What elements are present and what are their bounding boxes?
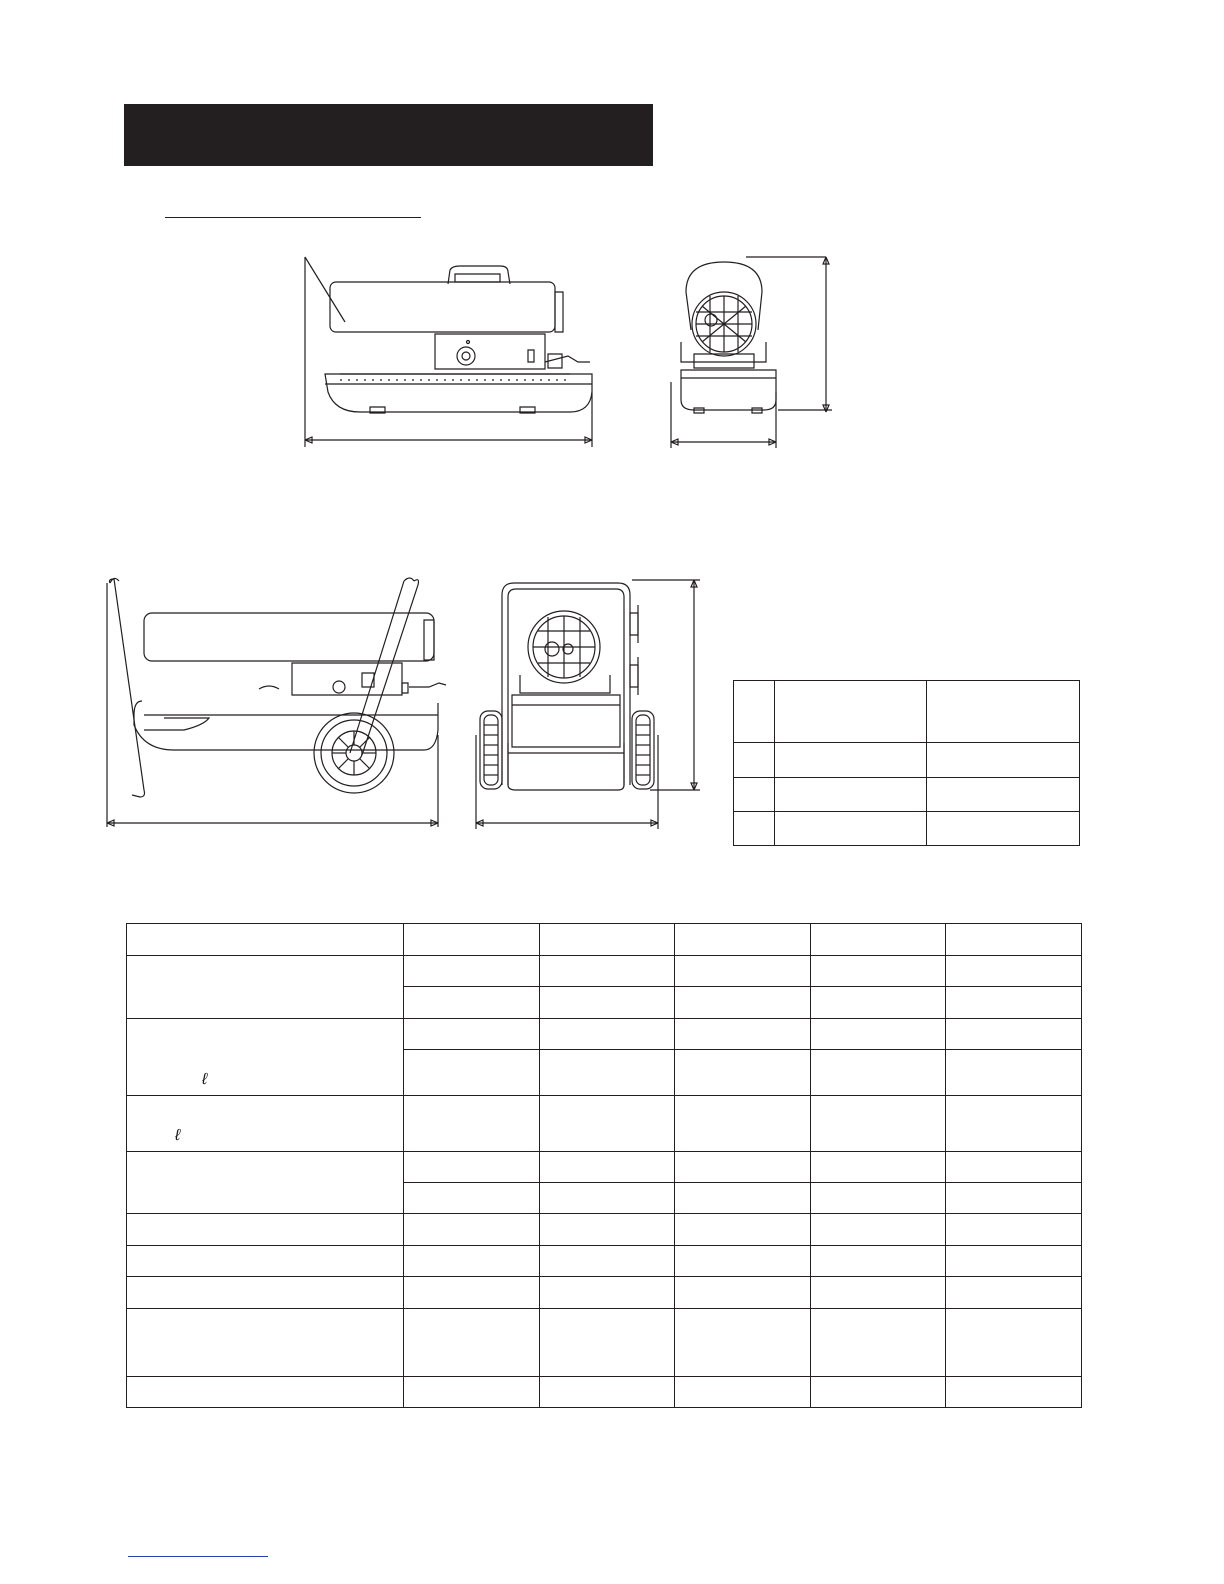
table-cell — [675, 956, 811, 987]
spec-label-cell — [127, 1246, 404, 1277]
spec-label-cell — [127, 1277, 404, 1309]
wheeled-heater-front-view — [472, 575, 708, 830]
standard-heater-front-view — [666, 252, 836, 452]
table-cell — [811, 956, 946, 987]
table-cell — [404, 1277, 540, 1309]
dimension-table — [733, 680, 1080, 846]
table-cell — [404, 1019, 540, 1050]
table-cell — [734, 681, 775, 743]
table-row — [127, 956, 1082, 987]
table-cell — [775, 778, 927, 812]
table-cell — [675, 1096, 811, 1152]
table-cell — [734, 743, 775, 778]
table-cell — [946, 1214, 1082, 1246]
table-cell — [927, 681, 1080, 743]
table-cell — [927, 743, 1080, 778]
spec-label-cell — [127, 1019, 404, 1096]
table-cell — [404, 1309, 540, 1377]
table-cell — [540, 987, 675, 1019]
table-cell — [946, 1277, 1082, 1309]
table-cell — [811, 1050, 946, 1096]
table-cell — [540, 1309, 675, 1377]
table-cell — [811, 1377, 946, 1408]
table-cell — [404, 1377, 540, 1408]
table-cell — [540, 1277, 675, 1309]
spec-label-cell — [127, 1096, 404, 1152]
table-row — [127, 1246, 1082, 1277]
standard-heater-side-view — [300, 252, 600, 452]
section-title — [124, 104, 653, 136]
table-cell — [811, 1309, 946, 1377]
table-row — [734, 681, 1080, 743]
table-cell — [540, 1214, 675, 1246]
table-cell — [946, 1309, 1082, 1377]
spec-label-cell — [127, 1377, 404, 1408]
spec-label-cell — [127, 1309, 404, 1377]
table-cell — [404, 1214, 540, 1246]
table-cell — [811, 1277, 946, 1309]
table-cell — [540, 1246, 675, 1277]
table-row — [127, 1377, 1082, 1408]
table-cell — [540, 1096, 675, 1152]
table-row — [734, 743, 1080, 778]
table-cell — [734, 812, 775, 846]
table-cell — [946, 1050, 1082, 1096]
table-cell — [404, 987, 540, 1019]
table-cell — [675, 1183, 811, 1214]
table-cell — [927, 778, 1080, 812]
table-cell — [675, 924, 811, 956]
footer-link-underline — [128, 1556, 268, 1557]
table-row — [127, 1277, 1082, 1309]
table-cell — [675, 1377, 811, 1408]
table-cell — [775, 743, 927, 778]
table-cell — [811, 1152, 946, 1183]
table-cell — [404, 1183, 540, 1214]
table-cell — [811, 1019, 946, 1050]
spec-label-cell — [127, 1214, 404, 1246]
table-cell — [675, 1277, 811, 1309]
table-cell — [946, 956, 1082, 987]
table-row — [127, 1214, 1082, 1246]
table-row — [734, 812, 1080, 846]
table-row — [127, 1152, 1082, 1183]
table-cell — [404, 1152, 540, 1183]
table-row — [127, 1096, 1082, 1152]
table-cell — [946, 1096, 1082, 1152]
table-row — [127, 924, 1082, 956]
table-row — [127, 1309, 1082, 1377]
fuel-unit-glyph: ℓ — [202, 1071, 208, 1088]
table-cell — [946, 987, 1082, 1019]
spec-label-cell — [127, 956, 404, 1019]
table-cell — [811, 1214, 946, 1246]
table-cell — [540, 1183, 675, 1214]
table-cell — [540, 924, 675, 956]
table-cell — [675, 1214, 811, 1246]
table-cell — [404, 1246, 540, 1277]
table-cell — [946, 1019, 1082, 1050]
table-cell — [540, 1152, 675, 1183]
table-cell — [734, 778, 775, 812]
table-cell — [675, 1050, 811, 1096]
table-cell — [404, 1096, 540, 1152]
table-cell — [775, 812, 927, 846]
table-cell — [540, 1019, 675, 1050]
table-cell — [811, 987, 946, 1019]
table-cell — [675, 987, 811, 1019]
subsection-underline — [165, 217, 421, 218]
wheeled-heater-side-view — [104, 575, 446, 830]
table-cell — [675, 1019, 811, 1050]
table-cell — [946, 1246, 1082, 1277]
spec-label-cell — [127, 1152, 404, 1214]
table-cell — [946, 924, 1082, 956]
table-cell — [675, 1152, 811, 1183]
table-row — [734, 778, 1080, 812]
table-cell — [946, 1377, 1082, 1408]
section-title-bar — [124, 104, 653, 166]
table-cell — [775, 681, 927, 743]
table-cell — [404, 956, 540, 987]
table-cell — [675, 1309, 811, 1377]
table-row — [127, 1019, 1082, 1050]
table-cell — [946, 1152, 1082, 1183]
table-cell — [811, 1183, 946, 1214]
spec-label-cell — [127, 924, 404, 956]
table-cell — [540, 1377, 675, 1408]
table-cell — [811, 1096, 946, 1152]
table-cell — [540, 1050, 675, 1096]
specification-table — [126, 923, 1082, 1408]
table-cell — [675, 1246, 811, 1277]
table-cell — [811, 924, 946, 956]
table-cell — [927, 812, 1080, 846]
fuel-unit-glyph: ℓ — [175, 1127, 181, 1144]
table-cell — [946, 1183, 1082, 1214]
table-cell — [404, 1050, 540, 1096]
table-cell — [540, 956, 675, 987]
table-cell — [811, 1246, 946, 1277]
table-cell — [404, 924, 540, 956]
